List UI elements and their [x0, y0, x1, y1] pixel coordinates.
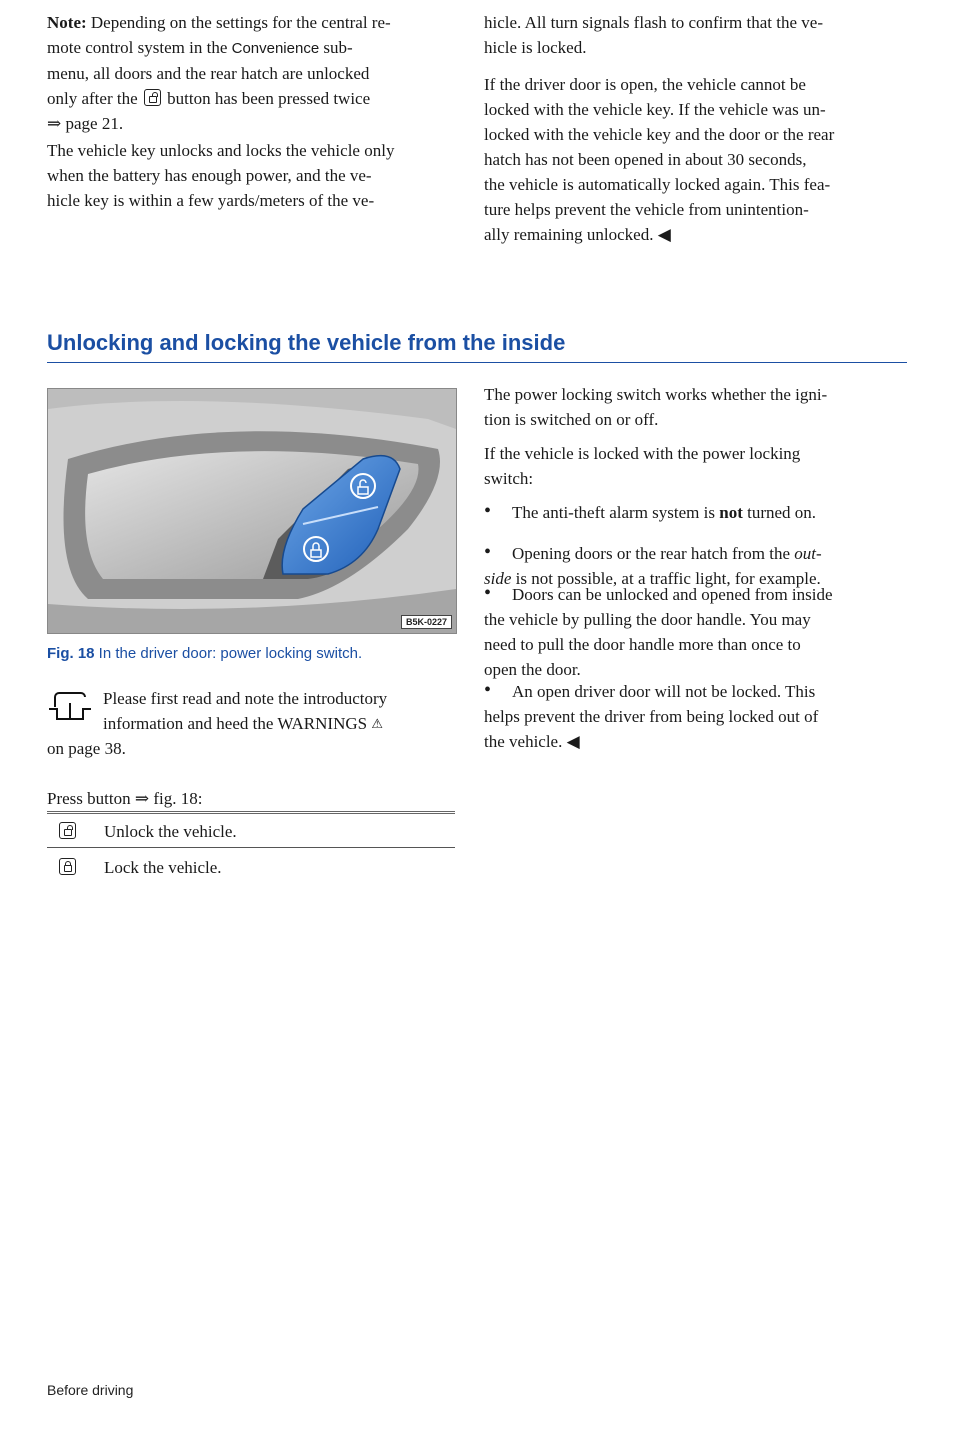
door-handle-illustration — [48, 389, 456, 633]
bullet-item-3 — [484, 582, 904, 682]
emphasis: side — [484, 569, 512, 588]
emphasis: not — [719, 503, 743, 522]
note-label: Note: — [47, 13, 87, 32]
bullet: • — [484, 541, 492, 563]
text-line: If the driver door is open, the vehicle cannot be — [484, 75, 806, 94]
text-line: open the door. — [484, 660, 581, 679]
unlock-button-icon — [59, 822, 76, 839]
figure-label: Fig. 18 — [47, 645, 95, 662]
unlock-button-icon — [144, 89, 161, 106]
key-paragraph — [47, 138, 457, 213]
section-title: Unlocking and locking the vehicle from the inside — [47, 330, 907, 363]
page-reference: on page 38. — [47, 739, 126, 758]
bullet-item-4 — [484, 679, 904, 754]
lock-description: Lock the vehicle. — [104, 858, 222, 877]
text-line: hicle. All turn signals flash to confirm that the ve- — [484, 13, 823, 32]
text-line: hatch has not been opened in about 30 seconds, — [484, 150, 807, 169]
text-line: when the battery has enough power, and the ve- — [47, 166, 372, 185]
note-text: sub- — [319, 38, 353, 57]
press-button-label: Press button ⇒ fig. 18: — [47, 789, 203, 808]
lock-button-icon — [59, 858, 76, 875]
note-text: button has been pressed twice — [162, 89, 371, 108]
text-line: the vehicle. ◀ — [484, 732, 580, 751]
turn-signal-paragraph — [484, 10, 904, 60]
unlock-row — [47, 819, 455, 844]
warning-triangle-icon: ⚠ — [371, 716, 383, 731]
text-line: the vehicle is automatically locked again. This fea- — [484, 175, 831, 194]
driver-door-paragraph — [484, 72, 904, 247]
text-line: helps prevent the driver from being locked out of — [484, 707, 819, 726]
figure-caption — [47, 645, 362, 662]
door-switch-figure — [47, 388, 457, 634]
text-line: locked with the vehicle key and the door or the rear — [484, 125, 835, 144]
convenience-term: Convenience — [231, 40, 320, 57]
locked-with-switch-paragraph — [484, 441, 904, 491]
note-text: only after the — [47, 89, 142, 108]
text-line: the vehicle by pulling the door handle. You may — [484, 610, 811, 629]
note-text: mote control system in the — [47, 38, 232, 57]
text-line: The vehicle key unlocks and locks the vehicle only — [47, 141, 395, 160]
figure-code: B5K-0227 — [401, 615, 452, 629]
text-line: Doors can be unlocked and opened from inside — [512, 585, 833, 604]
bullet: • — [484, 679, 492, 701]
text-line: is not possible, at a traffic light, for example. — [511, 569, 821, 588]
text-line: information and heed the WARNINGS — [103, 714, 372, 733]
note-paragraph — [47, 10, 457, 136]
text-line: If the vehicle is locked with the power locking — [484, 444, 801, 463]
text-line: ture helps prevent the vehicle from unintention- — [484, 200, 809, 219]
bullet: • — [484, 500, 492, 522]
table-top-rule — [47, 811, 455, 814]
bullet-item-1 — [512, 500, 912, 525]
text-line: The power locking switch works whether the igni- — [484, 385, 828, 404]
page-reference: ⇒ page 21. — [47, 114, 124, 133]
unlock-description: Unlock the vehicle. — [104, 822, 237, 841]
lock-row — [47, 855, 455, 880]
note-text: Depending on the settings for the central re- — [86, 13, 391, 32]
text-line: need to pull the door handle more than once to — [484, 635, 801, 654]
text-line: An open driver door will not be locked. This — [512, 682, 816, 701]
text-line: The anti-theft alarm system is — [512, 503, 720, 522]
text-line: Opening doors or the rear hatch from the — [512, 544, 795, 563]
note-text: menu, all doors and the rear hatch are unlocked — [47, 64, 370, 83]
intro-paragraph — [47, 686, 457, 761]
text-line: turned on. — [742, 503, 817, 522]
text-line: hicle is locked. — [484, 38, 587, 57]
emphasis: out- — [794, 544, 822, 563]
text-line: hicle key is within a few yards/meters of the ve- — [47, 191, 375, 210]
bullet: • — [484, 582, 492, 604]
text-line: switch: — [484, 469, 534, 488]
table-row-rule — [47, 847, 455, 848]
text-line: ally remaining unlocked. ◀ — [484, 225, 671, 244]
text-line: Please first read and note the introductory — [103, 689, 388, 708]
text-line: locked with the vehicle key. If the vehicle was un- — [484, 100, 826, 119]
text-line: tion is switched on or off. — [484, 410, 659, 429]
power-switch-paragraph — [484, 382, 904, 432]
figure-caption-text: In the driver door: power locking switch. — [94, 645, 363, 662]
page-footer: Before driving — [47, 1382, 134, 1398]
